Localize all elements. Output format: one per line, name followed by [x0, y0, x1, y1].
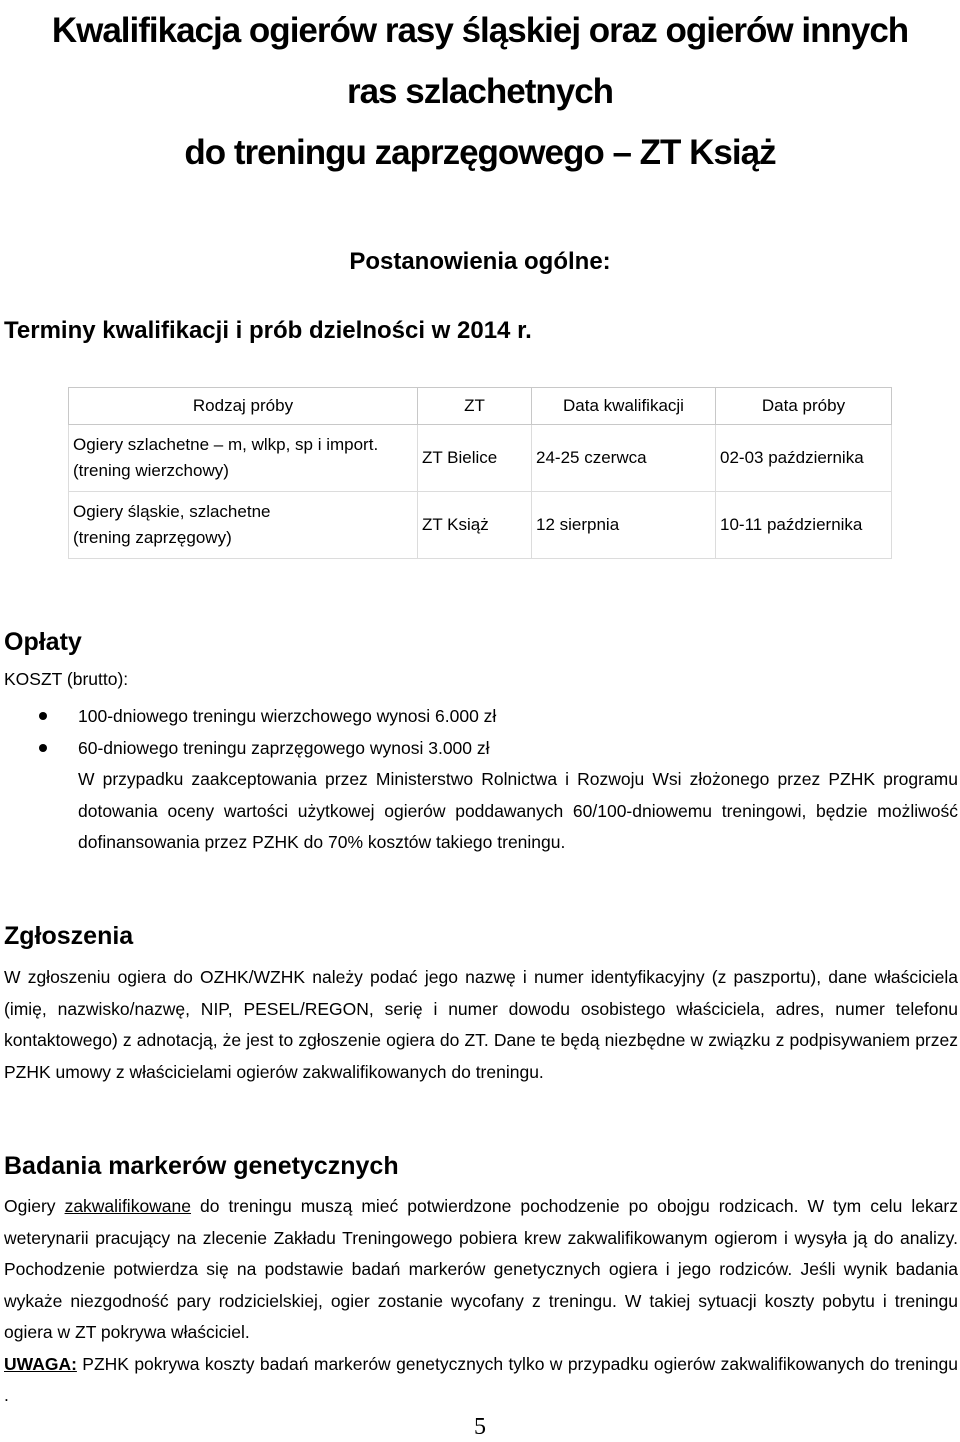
trial-date-cell: 02-03 października	[716, 425, 892, 492]
warning-text: PZHK pokrywa koszty badań markerów genetycznych tylko w przypadku ogierów zakwalifikowanych do treningu .	[4, 1353, 958, 1405]
fees-heading: Opłaty	[4, 628, 82, 656]
general-provisions-heading: Postanowienia ogólne:	[349, 248, 611, 275]
header-qualification-date: Data kwalifikacji	[532, 388, 716, 425]
table-row	[69, 492, 892, 559]
fee-text: 100-dniowego treningu wierzchowego wynosi 6.000 zł	[78, 706, 497, 726]
title-line-2: ras szlachetnych	[346, 72, 614, 111]
qualification-date-cell: 12 sierpnia	[532, 492, 716, 559]
header-trial-type: Rodzaj próby	[69, 388, 418, 425]
title-line-3: do treningu zaprzęgowego – ZT Książ	[184, 133, 776, 172]
trial-type-line: (trening wierzchowy)	[73, 461, 229, 480]
zt-cell: ZT Bielice	[418, 425, 532, 492]
document-title	[0, 0, 960, 183]
list-item	[0, 732, 960, 764]
terms-heading: Terminy kwalifikacji i prób dzielności w 2014 r.	[4, 317, 532, 344]
header-trial-date: Data próby	[716, 388, 892, 425]
trial-type-cell	[69, 492, 418, 559]
fees-list	[0, 700, 960, 764]
header-zt: ZT	[418, 388, 532, 425]
fee-text: 60-dniowego treningu zaprzęgowego wynosi 3.000 zł	[78, 738, 490, 758]
fees-note: W przypadku zaakceptowania przez Ministerstwo Rolnictwa i Rozwoju Wsi złożonego przez PZHK programu dotowania oceny wartości użytkowej ogierów poddawanych 60/100-dniowemu treningowi, będzie możliwość dofinansowania przez PZHK do 70% kosztów takiego treningu.	[78, 769, 958, 852]
trial-date-cell: 10-11 października	[716, 492, 892, 559]
trial-type-cell	[69, 425, 418, 492]
bullet-icon	[39, 712, 47, 720]
genetics-text	[4, 1191, 958, 1412]
warning-label: UWAGA:	[4, 1353, 77, 1374]
schedule-table	[68, 387, 892, 559]
table-row	[69, 425, 892, 492]
bullet-icon	[39, 744, 47, 752]
genetics-underlined-word: zakwalifikowane	[64, 1196, 192, 1216]
applications-heading: Zgłoszenia	[4, 922, 134, 950]
trial-type-line: Ogiery śląskie, szlachetne	[73, 502, 271, 521]
applications-text: W zgłoszeniu ogiera do OZHK/WZHK należy podać jego nazwę i numer identyfikacyjny (z paszportu), dane właściciela (imię, nazwisko/nazwę, NIP, PESEL/REGON, serię i numer dowodu osobistego właściciela, adres, numer telefonu kontaktowego) z adnotacją, że jest to zgłoszenie ogiera do ZT. Dane te będą niezbędne w związku z podpisywaniem przez PZHK umowy z właścicielami ogierów zakwalifikowanych do treningu.	[4, 967, 958, 1082]
trial-type-line: (trening zaprzęgowy)	[73, 528, 232, 547]
zt-cell: ZT Książ	[418, 492, 532, 559]
qualification-date-cell: 24-25 czerwca	[532, 425, 716, 492]
cost-label: KOSZT (brutto):	[4, 669, 129, 689]
genetics-text-part: Ogiery	[4, 1196, 65, 1216]
title-line-1: Kwalifikacja ogierów rasy śląskiej oraz ogierów innych	[51, 11, 909, 50]
schedule-header-row	[69, 388, 892, 425]
page-number: 5	[474, 1414, 486, 1440]
genetics-heading: Badania markerów genetycznych	[4, 1152, 399, 1180]
genetics-text-part: do treningu muszą mieć potwierdzone pochodzenie po obojgu rodzicach. W tym celu lekarz weterynarii pracujący na zlecenie Zakładu Treningowego pobiera krew zakwalifikowanym ogierom i wysyła ją do analizy. Pochodzenie potwierdza się na podstawie badań markerów genetycznych ogiera i jego rodziców. Jeśli wynik badania wykaże niezgodność pary rodzicielskiej, ogier zostanie wycofany z treningu. W takiej sytuacji koszty pobytu i treningu ogiera w ZT pokrywa właściciel.	[4, 1196, 959, 1342]
list-item	[0, 700, 960, 732]
trial-type-line: Ogiery szlachetne – m, wlkp, sp i import.	[73, 435, 379, 454]
